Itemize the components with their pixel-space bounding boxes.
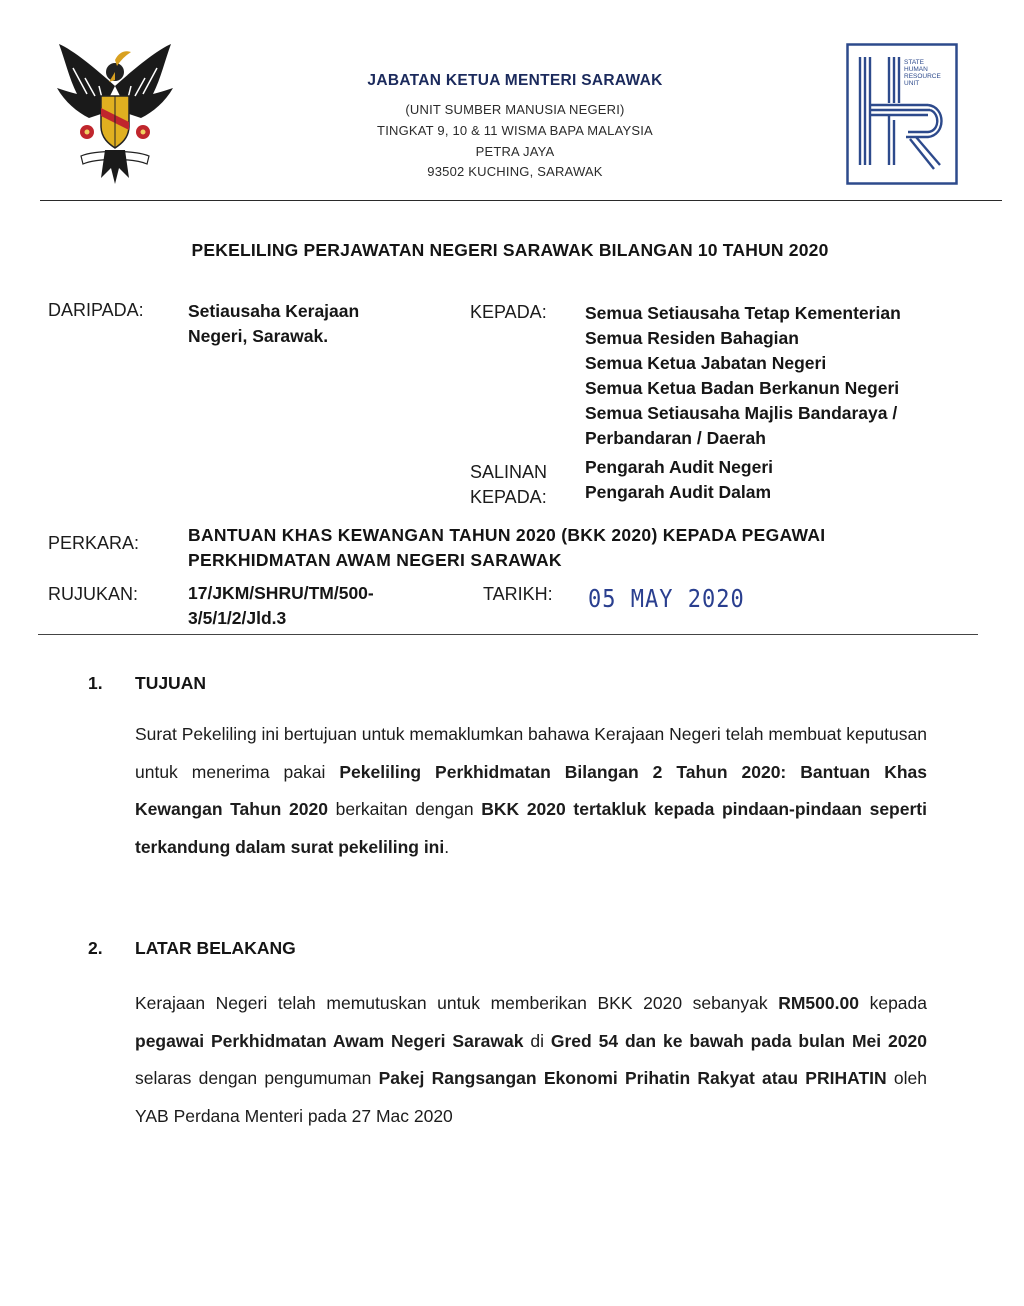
from-value	[188, 299, 428, 349]
document-title: PEKELILING PERJAWATAN NEGERI SARAWAK BILANGAN 10 TAHUN 2020	[191, 240, 829, 260]
copy-to-recipient: Pengarah Audit Dalam	[585, 482, 772, 502]
subject-value	[188, 523, 978, 573]
to-recipient: Semua Ketua Badan Berkanun Negeri	[585, 378, 900, 398]
address-line-1: TINGKAT 9, 10 & 11 WISMA BAPA MALAYSIA	[377, 123, 653, 138]
sarawak-crest-icon	[55, 38, 175, 188]
paragraph-run: berkaitan dengan	[327, 799, 482, 819]
paragraph-bold-run: BKK 2020 tertakluk kepada pindaan-pindaan seperti terkandung dalam surat pekeliling ini	[135, 799, 927, 857]
to-recipient: Perbandaran / Daerah	[585, 428, 766, 448]
paragraph-run: kepada	[858, 993, 927, 1013]
paragraph-run: di	[523, 1030, 551, 1051]
section-heading: LATAR BELAKANG	[135, 938, 296, 958]
meta-divider	[38, 634, 978, 635]
reference-line: 3/5/1/2/Jld.3	[188, 608, 287, 628]
section-paragraph	[135, 716, 927, 866]
to-recipient: Semua Ketua Jabatan Negeri	[585, 353, 827, 373]
reference-label: RUJUKAN:	[48, 584, 139, 604]
section-number: 1.	[88, 673, 103, 693]
section-paragraph	[135, 985, 927, 1135]
to-recipients	[585, 301, 985, 451]
address-line-2: PETRA JAYA	[475, 144, 555, 159]
paragraph-run: oleh YAB Perdana Menteri pada 27 Mac 2020	[135, 1068, 927, 1126]
subject-line: PERKHIDMATAN AWAM NEGERI SARAWAK	[188, 550, 562, 570]
reference-line: 17/JKM/SHRU/TM/500-	[188, 583, 374, 603]
subject-line: BANTUAN KHAS KEWANGAN TAHUN 2020 (BKK 2020) KEPADA PEGAWAI	[188, 525, 826, 545]
paragraph-bold-run: Gred 54 dan ke bawah pada bulan Mei 2020	[550, 1030, 927, 1051]
copy-to-recipients	[585, 455, 945, 505]
section-heading: TUJUAN	[135, 673, 206, 693]
paragraph-run: Surat Pekeliling ini bertujuan untuk memaklumkan bahawa Kerajaan Negeri telah membuat keputusan untuk menerima pakai	[135, 724, 927, 782]
reference-value	[188, 581, 438, 631]
paragraph-bold-run: RM500.00	[778, 993, 859, 1013]
hr-logo-caption-line: STATE	[904, 59, 924, 66]
to-label: KEPADA:	[470, 302, 547, 322]
paragraph-bold-run: Pakej Rangsangan Ekonomi Prihatin Rakyat atau PRIHATIN	[378, 1068, 887, 1088]
from-line: Setiausaha Kerajaan	[188, 301, 360, 321]
copy-to-label-line: KEPADA:	[470, 487, 547, 507]
hr-logo-caption-line: HUMAN	[904, 66, 928, 73]
hr-unit-logo	[846, 43, 958, 185]
hr-logo-caption-line: UNIT	[904, 80, 920, 87]
copy-to-label-line: SALINAN	[470, 462, 548, 482]
address-line-3: 93502 KUCHING, SARAWAK	[427, 164, 603, 179]
paragraph-bold-run: pegawai Perkhidmatan Awam Negeri Sarawak	[135, 1030, 524, 1051]
unit-name: (UNIT SUMBER MANUSIA NEGERI)	[405, 102, 625, 117]
to-recipient: Semua Setiausaha Tetap Kementerian	[585, 303, 901, 323]
hr-logo-caption	[904, 59, 941, 87]
paragraph-run: .	[444, 836, 450, 857]
date-label: TARIKH:	[483, 584, 553, 604]
section-number: 2.	[88, 938, 103, 958]
from-line: Negeri, Sarawak.	[188, 326, 329, 346]
paragraph-run: selaras dengan pengumuman	[135, 1068, 379, 1088]
copy-to-recipient: Pengarah Audit Negeri	[585, 457, 773, 477]
paragraph-bold-run: Pekeliling Perkhidmatan Bilangan 2 Tahun 2020: Bantuan Khas Kewangan Tahun 2020	[135, 761, 927, 819]
hr-logo-caption-line: RESOURCE	[904, 73, 941, 80]
from-label: DARIPADA:	[48, 300, 144, 320]
copy-to-label	[470, 460, 547, 510]
paragraph-run: Kerajaan Negeri telah memutuskan untuk memberikan BKK 2020 sebanyak	[135, 993, 779, 1013]
header-divider	[40, 200, 1002, 201]
to-recipient: Semua Residen Bahagian	[585, 328, 799, 348]
subject-label: PERKARA:	[48, 533, 140, 553]
date-stamp: 05 MAY 2020	[588, 585, 745, 614]
department-name: JABATAN KETUA MENTERI SARAWAK	[367, 72, 663, 89]
to-recipient: Semua Setiausaha Majlis Bandaraya /	[585, 403, 898, 423]
